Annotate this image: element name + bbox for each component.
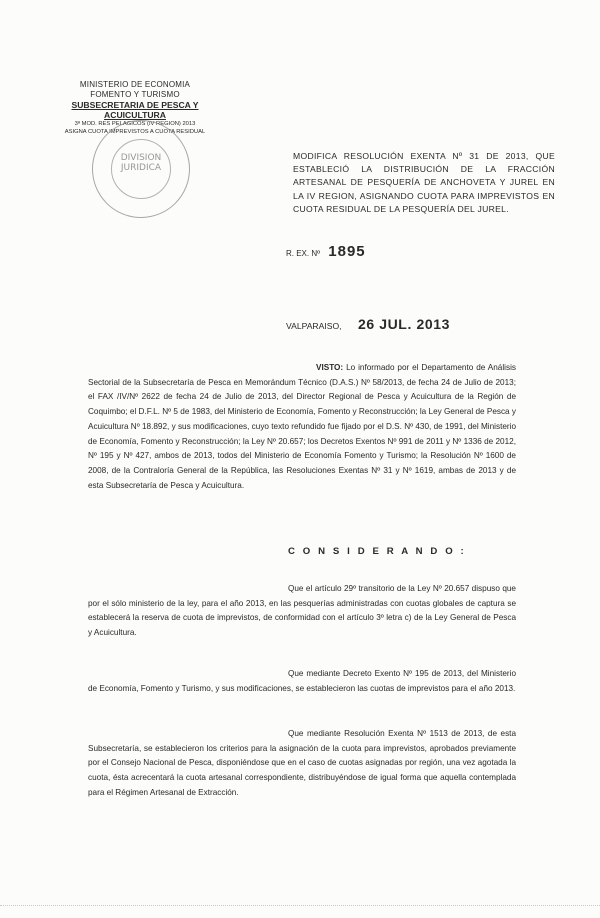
reference-line-2: ASIGNA CUOTA IMPREVISTOS A CUOTA RESIDUAL <box>64 129 206 135</box>
resolution-label: R. EX. Nº <box>286 249 321 258</box>
stamp-text <box>93 153 189 173</box>
considerando-heading: C O N S I D E R A N D O : <box>288 546 467 557</box>
resolution-subject: MODIFICA RESOLUCIÓN EXENTA Nº 31 DE 2013, QUE ESTABLECIÓ LA DISTRIBUCIÓN DE LA FRACCIÓN ARTESANAL DE PESQUERÍA DE ANCHOVETA Y JUREL EN LA IV REGION, ASIGNANDO CUOTA PARA IMPREVISTOS EN CUOTA RESIDUAL DE LA PESQUERÍA DEL JUREL. <box>293 151 555 214</box>
considerando-paragraph-3: Que mediante Resolución Exenta Nº 1513 de 2013, de esta Subsecretaría, se establecieron los criterios para la asignación de la cuota para imprevistos, aprobados previamente por el Consejo Nacional de Pesca, disponiéndose que en el caso de cuotas asignadas por región, una vez agotada la cuota, ésta acrecentará la cuota artesanal correspondiente, distribuyéndose de igual forma que aquella contemplada para el Régimen Artesanal de Extracción. <box>88 729 516 797</box>
resolution-number-value: 1895 <box>328 243 366 260</box>
resolution-number <box>286 243 366 260</box>
subsecretaria-name: SUBSECRETARIA DE PESCA Y ACUICULTURA <box>71 100 199 120</box>
visto-paragraph <box>88 361 516 493</box>
page-bottom-divider <box>0 905 600 906</box>
date-place: VALPARAISO, <box>286 321 342 331</box>
ministry-subtitle: FOMENTO Y TURISMO <box>90 90 180 99</box>
division-juridica-stamp <box>92 120 190 218</box>
considerando-paragraph-1: Que el artículo 29º transitorio de la Ley Nº 20.657 dispuso que por el sólo ministerio de la ley, para el año 2013, en las pesquerías administradas con cuotas globales de captura se establecerá la reserva de cuota de imprevistos, de conformidad con el artículo 3º letra c) de la Ley General de Pesca y Acuicultura. <box>88 584 516 638</box>
ministry-name: MINISTERIO DE ECONOMIA <box>79 80 191 89</box>
considerando-paragraph-2: Que mediante Decreto Exento Nº 195 de 2013, del Ministerio de Economía, Fomento y Turismo, y sus modificaciones, se establecieron las cuotas de imprevistos para el año 2013. <box>88 669 516 693</box>
date-value: 26 JUL. 2013 <box>357 316 450 332</box>
reference-line-1: 3ª MOD. RES PELAGICOS (IV REGION) 2013 <box>74 121 196 127</box>
visto-heading: VISTO: <box>316 363 344 372</box>
stamp-line-2: JURIDICA <box>120 163 162 173</box>
stamp-line-1: DIVISION <box>120 153 162 163</box>
resolution-date <box>286 316 450 332</box>
visto-text: Lo informado por el Departamento de Análisis Sectorial de la Subsecretaría de Pesca en Memorándum Técnico (D.A.S.) Nº 58/2013, de fecha 24 de Julio de 2013; el FAX /IV/Nº 2622 de fecha 24 de Julio de 2013, del Director Regional de Pesca y Acuicultura de la Región de Coquimbo; el D.F.L. Nº 5 de 1983, del Ministerio de Economía, Fomento y Reconstrucción; la Ley General de Pesca y Acuicultura Nº 18.892, y sus modificaciones, cuyo texto refundido fue fijado por el D.S. Nº 430, de 1991, del Ministerio de Economía, Fomento y Reconstrucción; la Ley Nº 20.657; los Decretos Exentos Nº 991 de 2011 y Nº 1336 de 2012, Nº 195 y Nº 427, ambos de 2013, todos del Ministerio de Economía Fomento y Turismo; la Resolución Nº 1600 de 2008, de la Contraloría General de la República, las Resoluciones Exentas Nº 31 y Nº 1619, ambas de 2013 y de esta Subsecretaría de Pesca y Acuicultura. <box>88 363 517 490</box>
